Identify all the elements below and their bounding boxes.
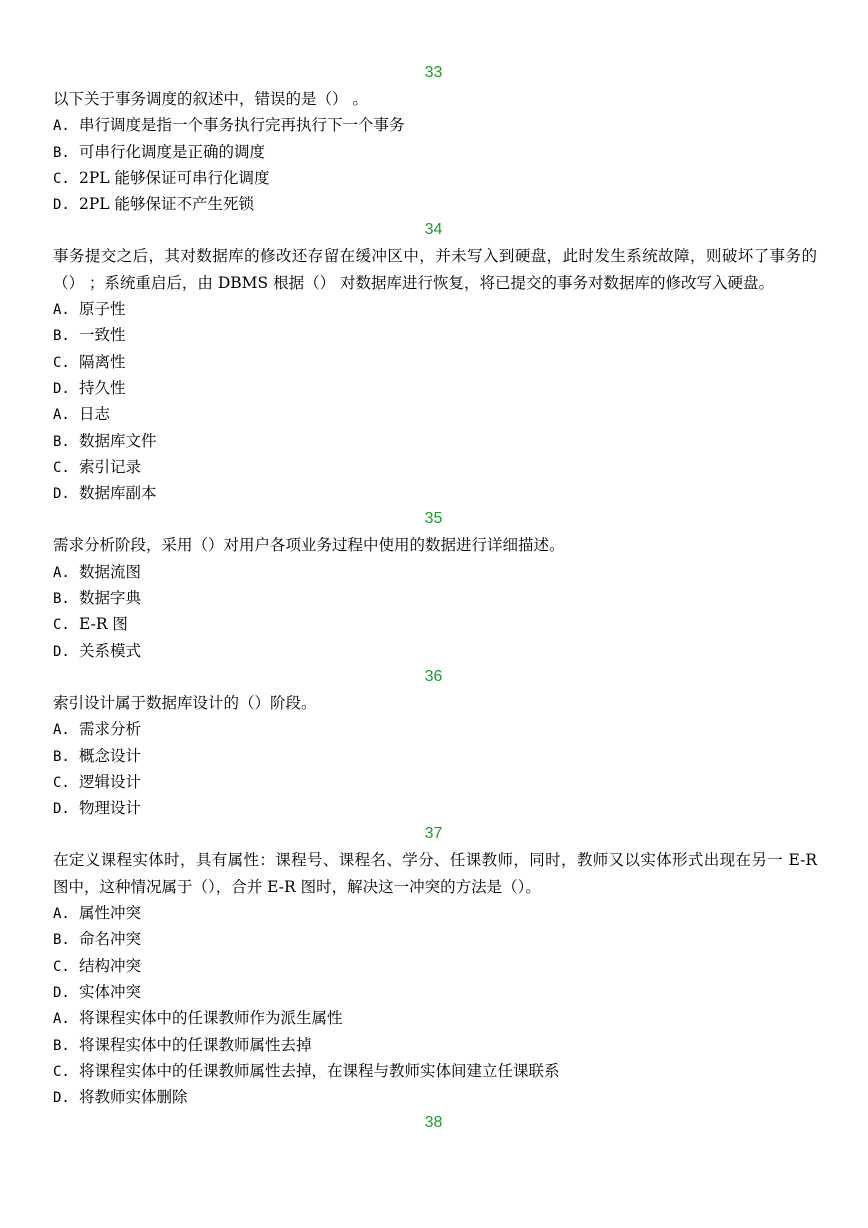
option-letter: A. <box>53 1011 70 1028</box>
answer-option <box>53 1032 817 1058</box>
question-block <box>53 60 817 217</box>
question-number: 34 <box>424 221 443 239</box>
answer-option <box>53 112 817 138</box>
option-letter: C. <box>53 459 70 476</box>
option-text: 将教师实体删除 <box>79 1088 188 1107</box>
option-text: 索引记录 <box>79 457 142 476</box>
option-text: 将课程实体中的任课教师属性去掉，在课程与教师实体间建立任课联系 <box>79 1061 560 1080</box>
answer-option <box>53 1084 817 1110</box>
option-text: 数据流图 <box>79 562 142 581</box>
question-number: 35 <box>424 510 443 528</box>
option-text: 数据库文件 <box>79 431 157 450</box>
option-text: 命名冲突 <box>79 930 142 949</box>
option-letter: B. <box>53 1037 70 1054</box>
question-number: 33 <box>424 64 443 81</box>
option-letter: C. <box>53 774 70 791</box>
option-text: 数据字典 <box>79 589 142 608</box>
answer-option <box>53 454 817 480</box>
option-text: 需求分析 <box>79 720 142 739</box>
answer-option <box>53 349 817 375</box>
question-block <box>53 821 817 1110</box>
option-letter: A. <box>53 302 70 319</box>
option-letter: A. <box>53 722 70 739</box>
answer-option <box>53 165 817 191</box>
option-text: 将课程实体中的任课教师属性去掉 <box>79 1035 312 1054</box>
option-text: 物理设计 <box>79 799 142 818</box>
answer-option <box>53 953 817 979</box>
answer-option <box>53 428 817 454</box>
option-text: 实体冲突 <box>79 982 142 1001</box>
option-letter: D. <box>53 1090 70 1107</box>
answer-option <box>53 1005 817 1031</box>
option-letter: C. <box>53 354 70 371</box>
option-letter: A. <box>53 118 70 135</box>
answer-option <box>53 375 817 401</box>
option-text: 关系模式 <box>79 641 142 660</box>
option-letter: B. <box>53 144 70 161</box>
option-letter: B. <box>53 433 70 450</box>
question-number: 38 <box>424 1114 443 1132</box>
answer-option <box>53 716 817 742</box>
question-stem: 需求分析阶段，采用（）对用户各项业务过程中使用的数据进行详细描述。 <box>53 536 565 555</box>
question-stem: 索引设计属于数据库设计的（）阶段。 <box>53 693 317 712</box>
question-stem: 以下关于事务调度的叙述中，错误的是（） 。 <box>53 90 368 108</box>
answer-option <box>53 795 817 821</box>
option-text: 串行调度是指一个事务执行完再执行下一个事务 <box>79 116 405 135</box>
question-number: 37 <box>424 825 443 843</box>
answer-option <box>53 611 817 637</box>
answer-option <box>53 191 817 217</box>
option-text: 日志 <box>79 405 111 424</box>
question-list <box>53 60 817 1136</box>
question-block <box>53 217 817 506</box>
option-letter: D. <box>53 984 70 1001</box>
question-block <box>53 1110 817 1136</box>
answer-option <box>53 900 817 926</box>
option-letter: A. <box>53 564 70 581</box>
option-letter: C. <box>53 617 70 634</box>
answer-option <box>53 926 817 952</box>
option-text: 逻辑设计 <box>79 772 142 791</box>
option-text: 概念设计 <box>79 746 142 765</box>
answer-option <box>53 638 817 664</box>
option-letter: A. <box>53 407 70 424</box>
option-text: 数据库副本 <box>79 484 157 503</box>
option-letter: D. <box>53 486 70 503</box>
question-block <box>53 664 817 821</box>
answer-option <box>53 1058 817 1084</box>
answer-option <box>53 743 817 769</box>
option-letter: D. <box>53 643 70 660</box>
option-text: 一致性 <box>79 326 126 345</box>
question-stem: 事务提交之后，其对数据库的修改还存留在缓冲区中，并未写入到硬盘，此时发生系统故障，则破坏了事务的（） ；系统重启后，由 DBMS 根据（） 对数据库进行恢复，将已提交的事务对数据库的修改写入硬盘。 <box>53 247 817 292</box>
option-letter: C. <box>53 958 70 975</box>
answer-option <box>53 480 817 506</box>
answer-option <box>53 559 817 585</box>
option-letter: C. <box>53 1063 70 1080</box>
question-block <box>53 506 817 663</box>
answer-option <box>53 322 817 348</box>
option-text: 属性冲突 <box>79 904 142 923</box>
option-letter: C. <box>53 170 70 187</box>
option-text: 结构冲突 <box>79 956 142 975</box>
question-stem: 在定义课程实体时，具有属性：课程号、课程名、学分、任课教师，同时，教师又以实体形式出现在另一 E-R 图中，这种情况属于（），合并 E-R 图时，解决这一冲突的方法是（）。 <box>53 851 817 896</box>
answer-option <box>53 139 817 165</box>
answer-option <box>53 401 817 427</box>
option-letter: B. <box>53 328 70 345</box>
option-text: 2PL 能够保证不产生死锁 <box>79 195 255 214</box>
answer-option <box>53 296 817 322</box>
option-letter: B. <box>53 932 70 949</box>
option-letter: D. <box>53 197 70 214</box>
question-number: 36 <box>424 667 443 685</box>
option-text: 隔离性 <box>79 352 126 371</box>
option-letter: D. <box>53 801 70 818</box>
option-text: 将课程实体中的任课教师作为派生属性 <box>79 1009 343 1028</box>
option-text: E-R 图 <box>79 615 128 634</box>
answer-option <box>53 585 817 611</box>
option-text: 持久性 <box>79 378 126 397</box>
option-text: 可串行化调度是正确的调度 <box>79 142 266 161</box>
option-letter: B. <box>53 748 70 765</box>
answer-option <box>53 769 817 795</box>
option-text: 2PL 能够保证可串行化调度 <box>79 168 270 187</box>
option-letter: B. <box>53 591 70 608</box>
option-letter: A. <box>53 906 70 923</box>
option-text: 原子性 <box>79 300 126 319</box>
option-letter: D. <box>53 380 70 397</box>
answer-option <box>53 979 817 1005</box>
